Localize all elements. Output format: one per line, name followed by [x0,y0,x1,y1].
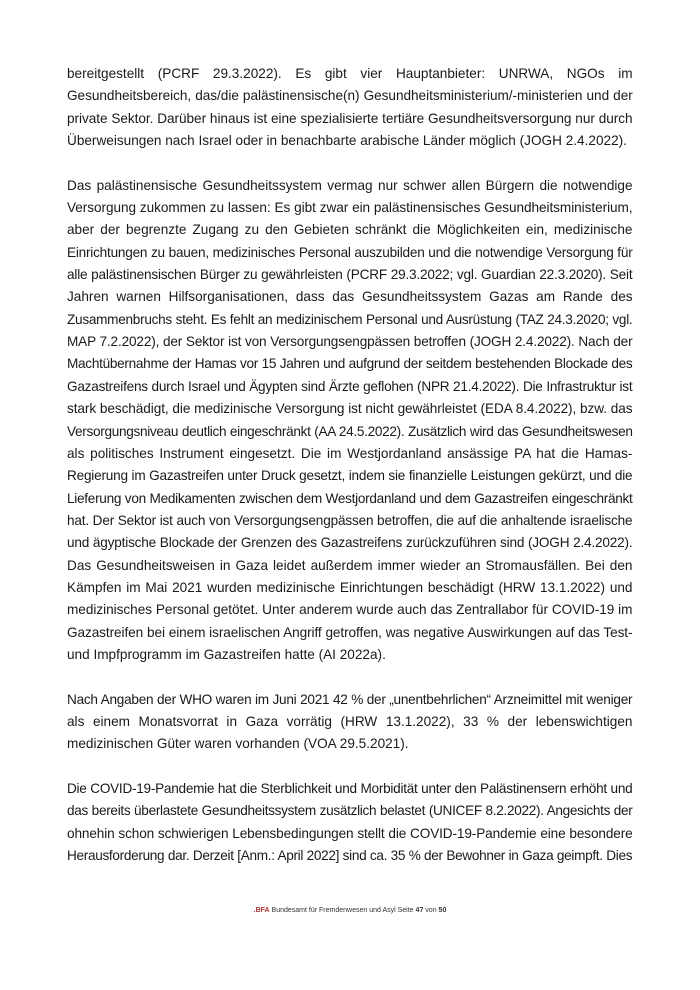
text-line-row [67,242,633,264]
footer-page-label: Seite [397,907,414,914]
text-line: bereitgestellt (PCRF 29.3.2022). Es gibt vier Hauptanbieter: UNRWA, NGOs im [67,66,633,81]
text-line: ohnehin schon schwierigen Lebensbedingungen stellt die COVID-19-Pandemie eine besondere [67,825,633,841]
footer-org: Bundesamt für Fremdenwesen und Asyl [271,907,396,914]
text-line-row [67,376,633,398]
text-line: Kämpfen im Mai 2021 wurden medizinische Einrichtungen beschädigt (HRW 13.1.2022) und [67,579,633,595]
text-line: Gesundheitsbereich, das/die palästinensische(n) Gesundheitsministerium/-ministerien und der [67,88,633,104]
text-line: private Sektor. Darüber hinaus ist eine spezialisierte tertiäre Gesundheitsversorgung nur durch [67,110,633,126]
text-line: medizinischen Güter waren vorhanden (VOA 29.5.2021). [67,736,409,752]
text-line: medizinisches Personal getötet. Unter anderem wurde auch das Zentrallabor für COVID-19 im [67,602,633,618]
text-line: Das palästinensische Gesundheitssystem vermag nur schwer allen Bürgern die notwendige [67,177,633,193]
text-line: stark beschädigt, die medizinische Versorgung ist nicht gewährleistet (EDA 8.4.2022), bzw. das [67,401,633,417]
text-line: Gazastreifens durch Israel und Ägypten sind Ärzte geflohen (NPR 21.4.2022). Die Infrastruktur ist [67,378,633,394]
footer-page-number: 47 [415,907,424,914]
text-line-row [67,577,633,599]
text-line-row [67,465,633,487]
text-line: Nach Angaben der WHO waren im Juni 2021 42 % der „unentbehrlichen“ Arzneimittel mit weniger [67,691,633,707]
text-line-row [67,778,633,800]
text-line: Jahren warnen Hilfsorganisationen, dass das Gesundheitssystem Gazas am Rande des [67,289,633,305]
text-line-row [67,532,633,554]
text-line-row [67,219,633,241]
text-line: Regierung im Gazastreifen unter Druck gesetzt, indem sie finanzielle Leistungen gekürzt, und die [67,468,633,484]
text-line: Gazastreifen bei einem israelischen Angriff getroffen, was negative Auswirkungen auf das Test- [67,624,633,640]
text-line: als einem Monatsvorrat in Gaza vorrätig (HRW 13.1.2022), 33 % der lebenswichtigen [67,713,633,729]
text-line-row [67,85,633,107]
paragraph [67,63,633,152]
text-line: und ägyptische Blockade der Grenzen des Gazastreifens zurückzuführen sind (JOGH 2.4.2022). [67,535,633,551]
document-body [67,63,633,890]
text-line-row [67,800,633,822]
text-line: MAP 7.2.2022), der Sektor ist von Versorgungsengpässen betroffen (JOGH 2.4.2022). Nach der [67,334,633,350]
text-line-row [67,622,633,644]
text-line: das bereits überlastete Gesundheitssystem zusätzlich belastet (UNICEF 8.2.2022). Angesichts der [67,803,633,819]
text-line: Lieferung von Medikamenten zwischen dem Westjordanland und dem Gazastreifen eingeschränkt [67,490,633,506]
text-line-row [67,286,633,308]
text-line: Das Gesundheitsweisen in Gaza leidet außerdem immer wieder an Stromausfällen. Bei den [67,557,633,573]
paragraph [67,689,633,756]
text-line: Die COVID-19-Pandemie hat die Sterblichkeit und Morbidität unter den Palästinensern erhöht und [67,781,633,796]
text-line-row [67,510,633,532]
text-line: als politisches Instrument eingesetzt. Die im Westjordanland ansässige PA hat die Hamas- [67,445,633,461]
text-line: aber der begrenzte Zugang zu den Gebieten schränkt die Möglichkeiten ein, medizinische [67,222,633,238]
text-line-row [67,599,633,621]
text-line-row [67,823,633,845]
text-line-row [67,309,633,331]
text-line-row [67,197,633,219]
text-line-row [67,353,633,375]
text-line-row [67,108,633,130]
text-line: Herausforderung dar. Derzeit [Anm.: April 2022] sind ca. 35 % der Bewohner in Gaza geimpft. Dies [67,848,633,864]
text-line: Versorgung zukommen zu lassen: Es gibt zwar ein palästinensisches Gesundheitsministerium, [67,200,633,216]
paragraph [67,778,633,867]
text-line-row [67,421,633,443]
text-line-row [67,644,633,666]
text-line-row [67,331,633,353]
text-line-row [67,711,633,733]
text-line-row [67,398,633,420]
page-footer [0,906,700,916]
text-line-row [67,733,633,755]
text-line: Versorgungsniveau deutlich eingeschränkt (AA 24.5.2022). Zusätzlich wird das Gesundheitswesen [67,423,633,439]
text-line-row [67,130,633,152]
text-line-row [67,443,633,465]
text-line: hat. Der Sektor ist auch von Versorgungsengpässen betroffen, die auf die anhaltende israelische [67,512,633,528]
text-line-row [67,63,633,85]
text-line: Machtübernahme der Hamas vor 15 Jahren und aufgrund der seitdem bestehenden Blockade des [67,356,633,372]
text-line-row [67,555,633,577]
text-line: und Impfprogramm im Gazastreifen hatte (AI 2022a). [67,646,386,662]
text-line: Überweisungen nach Israel oder in benachbarte arabische Länder möglich (JOGH 2.4.2022). [67,133,627,149]
footer-of-label: von [425,907,437,914]
text-line-row [67,689,633,711]
text-line-row [67,175,633,197]
paragraph [67,175,633,667]
text-line: alle palästinensischen Bürger zu gewährleisten (PCRF 29.3.2022; vgl. Guardian 22.3.2020). Seit [67,267,633,283]
text-line-row [67,264,633,286]
bfa-logo: .BFA [253,907,270,914]
text-line: Einrichtungen zu bauen, medizinisches Personal auszubilden und die notwendige Versorgung für [67,244,633,260]
text-line: Zusammenbruchs steht. Es fehlt an medizinischem Personal und Ausrüstung (TAZ 24.3.2020; vgl. [67,311,633,327]
text-line-row [67,845,633,867]
footer-page-total: 50 [438,907,447,914]
text-line-row [67,488,633,510]
